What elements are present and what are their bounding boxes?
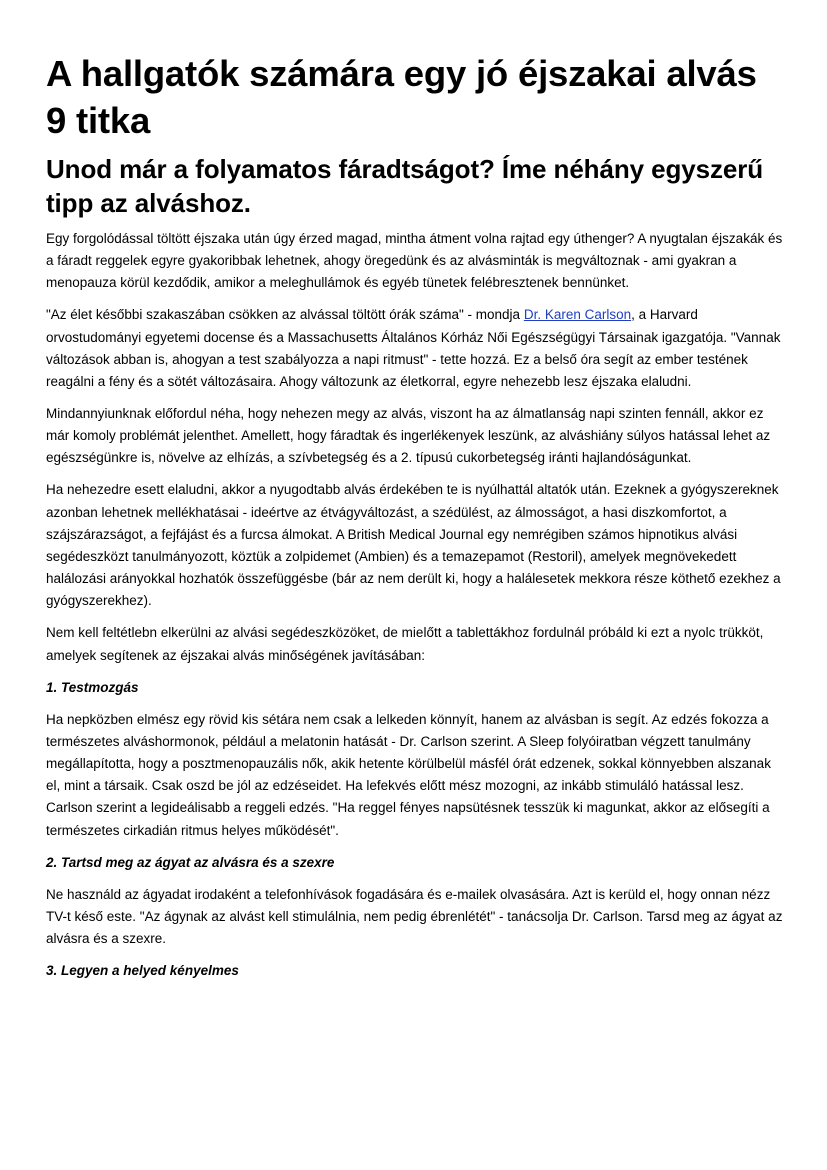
article-subtitle: Unod már a folyamatos fáradtságot? Íme néhány egyszerű tipp az alváshoz.	[46, 154, 764, 218]
section-heading-comfort: 3. Legyen a helyed kényelmes	[46, 963, 239, 979]
paragraph-tricks-intro: Nem kell feltétlebn elkerülni az alvási segédeszközöket, de mielőtt a tablettákhoz fordulnál próbáld ki ezt a nyolc trükköt, amelyek segítenek az éjszakai alvás minőségének javításában:	[46, 625, 764, 663]
article	[46, 50, 784, 992]
paragraph-carlson-quote	[46, 304, 784, 393]
section-heading-exercise: 1. Testmozgás	[46, 679, 139, 695]
paragraph-text: "Az élet későbbi szakaszában csökken az alvással töltött órák száma" - mondja	[46, 307, 524, 323]
paragraph-intro: Egy forgolódással töltött éjszaka után úgy érzed magad, mintha átment volna rajtad egy úthenger? A nyugtalan éjszakák és a fáradt reggelek egyre gyakoribbak lehetnek, ahogy öregedünk és az alvásminták is megváltoznak - ami gyakran a menopauza körül kezdődik, amikor a meleghullámok és egyéb tünetek felébresztenek bennünket.	[46, 231, 783, 291]
paragraph-sleeping-pills: Ha nehezedre esett elaludni, akkor a nyugodtabb alvás érdekében te is nyúlhattál altatók után. Ezeknek a gyógyszereknek azonban lehetnek mellékhatásai - ideértve az étvágyváltozást, a szédülést, az álmosságot, a hasi diszkomfortot, a szájszárazságot, a fejfájást és a furcsa álmokat. A British Medical Journal egy nemrégiben számos hipnotikus alvási segédeszközt tanulmányozott, köztük a zolpidemet (Ambien) és a temazepamot (Restoril), amelyek megnövekedett halálozási arányokkal hozhatók összefüggésbe (bár az nem derült ki, hogy a halálesetek mekkora része köthető ezekhez a gyógyszerekhez).	[46, 482, 781, 609]
carlson-link[interactable]: Dr. Karen Carlson	[523, 307, 632, 323]
paragraph-insomnia: Mindannyiunknak előfordul néha, hogy nehezen megy az alvás, viszont ha az álmatlanság napi szinten fennáll, akkor ez már komoly problémát jelenthet. Amellett, hogy fáradtak és ingerlékenyek leszünk, az alváshiány súlyos hatással lehet az egészségünkre is, növelve az elhízás, a szívbetegség és a 2. típusú cukorbetegség iránti hajlandóságunkat.	[46, 406, 771, 466]
article-title: A hallgatók számára egy jó éjszakai alvás 9 titka	[46, 53, 757, 141]
paragraph-exercise: Ha nepközben elmész egy rövid kis sétára nem csak a lelkeden könnyít, hanem az alvásban is segít. Az edzés fokozza a természetes alváshormonok, például a melatonin hatását - Dr. Carlson szerint. A Sleep folyóiratban végzett tanulmány megállapította, hogy a posztmenopauzális nők, akik hetente körülbelül másfél órát edzenek, sokkal könnyebben alszanak el, mint a társaik. Csak oszd be jól az edzéseidet. Ha lefekvés előtt mész mozogni, az inkább stimuláló hatással lesz. Carlson szerint a legideálisabb a reggeli edzés. "Ha reggel fényes napsütésnek tesszük ki magunkat, akkor az elősegíti a természetes cirkadián ritmus helyes működését".	[46, 711, 771, 838]
paragraph-text: , a Harvard orvostudományi egyetemi docense és a Massachusetts Általános Kórház Női Egészségügyi Társainak igazgatója. "Vannak változások abban is, ahogyan a test szabályozza a napi ritmust" - tette hozzá. Ez a belső óra segít az ember testének reagálni a fény és a sötét változásaira. Ahogy változunk az életkorral, egyre nehezebb lesz éjszaka elaludni.	[46, 307, 781, 390]
section-heading-bed: 2. Tartsd meg az ágyat az alvásra és a szexre	[46, 854, 335, 870]
paragraph-bed: Ne használd az ágyadat irodaként a telefonhívások fogadására és e-mailek olvasására. Azt is kerüld el, hogy onnan nézz TV-t késő este. "Az ágynak az alvást kell stimulálnia, nem pedig ébrenlétét" - tanácsolja Dr. Carlson. Tarsd meg az ágyat az alvásra és a szexre.	[46, 886, 783, 947]
